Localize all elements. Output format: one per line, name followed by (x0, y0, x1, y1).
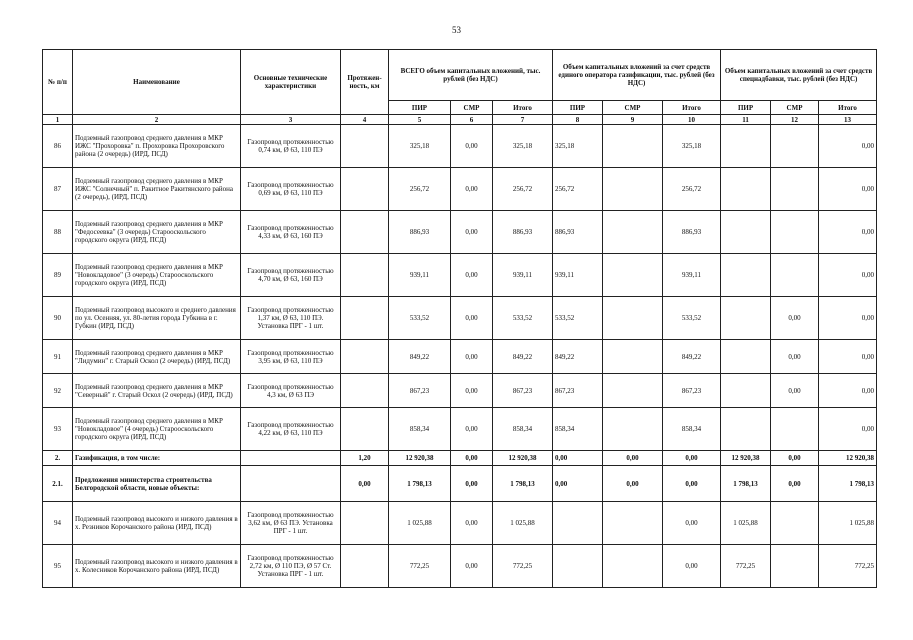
table-row (43, 408, 877, 451)
length-value (341, 374, 389, 408)
operator-total: 0,00 (663, 466, 721, 502)
surcharge-pir (721, 374, 771, 408)
smr-value: 0,00 (451, 451, 493, 466)
surcharge-pir (721, 408, 771, 451)
object-name: Подземный газопровод высокого и низкого давления в х. Колесников Корочанского района (ИРД, ПСД) (73, 545, 241, 588)
col-number: 12 (771, 115, 819, 125)
col-number: 11 (721, 115, 771, 125)
smr-value: 0,00 (451, 545, 493, 588)
smr-value: 0,00 (451, 297, 493, 340)
surcharge-pir (721, 297, 771, 340)
header-pir: ПИР (553, 101, 603, 115)
tech-specs: Газопровод протяженностью 1,37 км, Ø 63, 110 ПЭ. Установка ПРГ - 1 шт. (241, 297, 341, 340)
table-row (43, 451, 877, 466)
header-group-total: ВСЕГО объем капитальных вложений, тыс. рублей (без НДС) (389, 50, 553, 101)
col-number: 9 (603, 115, 663, 125)
length-value (341, 340, 389, 374)
operator-pir: 0,00 (553, 466, 603, 502)
tech-specs: Газопровод протяженностью 2,72 км, Ø 110 ПЭ, Ø 57 Ст. Установка ПРГ - 1 шт. (241, 545, 341, 588)
tech-specs: Газопровод протяженностью 3,95 км, Ø 63, 110 ПЭ (241, 340, 341, 374)
operator-total: 849,22 (663, 340, 721, 374)
length-value (341, 408, 389, 451)
pir-value: 849,22 (389, 340, 451, 374)
length-value (341, 211, 389, 254)
operator-pir: 0,00 (553, 451, 603, 466)
surcharge-total: 12 920,38 (819, 451, 877, 466)
surcharge-smr: 0,00 (771, 340, 819, 374)
col-number: 8 (553, 115, 603, 125)
surcharge-total: 0,00 (819, 408, 877, 451)
surcharge-smr: 0,00 (771, 374, 819, 408)
surcharge-pir (721, 211, 771, 254)
table-row (43, 297, 877, 340)
object-name: Подземный газопровод среднего давления в МКР "Новокладовое" (3 очередь) Старооскольского городского округа (ИРД, ПСД) (73, 254, 241, 297)
total-value: 1 798,13 (493, 466, 553, 502)
pir-value: 325,18 (389, 125, 451, 168)
row-number: 88 (43, 211, 73, 254)
total-value: 939,11 (493, 254, 553, 297)
pir-value: 867,23 (389, 374, 451, 408)
header-group-operator: Объем капитальных вложений за счет средств единого оператора газификации, тыс. рублей (без НДС) (553, 50, 721, 101)
total-value: 12 920,38 (493, 451, 553, 466)
header-smr: СМР (603, 101, 663, 115)
smr-value: 0,00 (451, 211, 493, 254)
surcharge-pir (721, 125, 771, 168)
pir-value: 533,52 (389, 297, 451, 340)
surcharge-pir: 1 025,88 (721, 502, 771, 545)
header-length: Протяжен-ность, км (341, 50, 389, 115)
pir-value: 772,25 (389, 545, 451, 588)
operator-total: 0,00 (663, 545, 721, 588)
row-number: 87 (43, 168, 73, 211)
header-no: № п/п (43, 50, 73, 115)
pir-value: 939,11 (389, 254, 451, 297)
surcharge-smr: 0,00 (771, 297, 819, 340)
object-name: Подземный газопровод среднего давления в МКР ИЖС "Солнечный" п. Ракитное Ракитянского района (2 очередь), (ИРД, ПСД) (73, 168, 241, 211)
length-value: 1,20 (341, 451, 389, 466)
object-name: Подземный газопровод среднего давления в МКР "Северный" г. Старый Оскол (2 очередь) (ИРД, ПСД) (73, 374, 241, 408)
tech-specs: Газопровод протяженностью 4,33 км, Ø 63, 160 ПЭ (241, 211, 341, 254)
length-value (341, 168, 389, 211)
surcharge-total: 0,00 (819, 254, 877, 297)
surcharge-total: 0,00 (819, 340, 877, 374)
operator-total: 0,00 (663, 502, 721, 545)
total-value: 772,25 (493, 545, 553, 588)
tech-specs: Газопровод протяженностью 4,70 км, Ø 63, 160 ПЭ (241, 254, 341, 297)
col-number: 3 (241, 115, 341, 125)
header-group-surcharge: Объем капитальных вложений за счет средств спецнадбавки, тыс. рублей (без НДС) (721, 50, 877, 101)
pir-value: 256,72 (389, 168, 451, 211)
smr-value: 0,00 (451, 408, 493, 451)
row-number: 94 (43, 502, 73, 545)
operator-pir (553, 502, 603, 545)
surcharge-smr: 0,00 (771, 466, 819, 502)
col-number: 2 (73, 115, 241, 125)
tech-specs: Газопровод протяженностью 0,69 км, Ø 63, 110 ПЭ (241, 168, 341, 211)
col-number: 10 (663, 115, 721, 125)
surcharge-smr (771, 211, 819, 254)
col-number: 6 (451, 115, 493, 125)
tech-specs: Газопровод протяженностью 0,74 км, Ø 63, 110 ПЭ (241, 125, 341, 168)
smr-value: 0,00 (451, 125, 493, 168)
operator-total: 256,72 (663, 168, 721, 211)
row-number: 93 (43, 408, 73, 451)
table-row (43, 168, 877, 211)
operator-total: 533,52 (663, 297, 721, 340)
table-row (43, 125, 877, 168)
object-name: Подземный газопровод среднего давления в МКР "Лидумин" г. Старый Оскол (2 очередь) (ИРД, ПСД) (73, 340, 241, 374)
surcharge-total: 0,00 (819, 168, 877, 211)
length-value (341, 502, 389, 545)
total-value: 1 025,88 (493, 502, 553, 545)
total-value: 849,22 (493, 340, 553, 374)
row-number: 95 (43, 545, 73, 588)
surcharge-smr (771, 502, 819, 545)
table-row (43, 502, 877, 545)
tech-specs: Газопровод протяженностью 4,22 км, Ø 63, 110 ПЭ (241, 408, 341, 451)
table-row (43, 466, 877, 502)
operator-total: 939,11 (663, 254, 721, 297)
length-value (341, 125, 389, 168)
surcharge-smr: 0,00 (771, 451, 819, 466)
operator-total: 867,23 (663, 374, 721, 408)
smr-value: 0,00 (451, 374, 493, 408)
surcharge-total: 1 798,13 (819, 466, 877, 502)
operator-pir: 325,18 (553, 125, 603, 168)
surcharge-total: 0,00 (819, 211, 877, 254)
col-number: 7 (493, 115, 553, 125)
total-value: 858,34 (493, 408, 553, 451)
row-number: 89 (43, 254, 73, 297)
header-pir: ПИР (721, 101, 771, 115)
table-row (43, 545, 877, 588)
pir-value: 886,93 (389, 211, 451, 254)
surcharge-pir: 1 798,13 (721, 466, 771, 502)
surcharge-smr (771, 168, 819, 211)
smr-value: 0,00 (451, 502, 493, 545)
surcharge-total: 772,25 (819, 545, 877, 588)
tech-specs: Газопровод протяженностью 4,3 км, Ø 63 ПЭ (241, 374, 341, 408)
investment-table (42, 49, 877, 588)
operator-total: 886,93 (663, 211, 721, 254)
surcharge-smr (771, 408, 819, 451)
row-number: 91 (43, 340, 73, 374)
operator-smr (603, 340, 663, 374)
operator-pir (553, 545, 603, 588)
smr-value: 0,00 (451, 340, 493, 374)
table-row (43, 211, 877, 254)
smr-value: 0,00 (451, 254, 493, 297)
total-value: 256,72 (493, 168, 553, 211)
operator-total: 325,18 (663, 125, 721, 168)
table-row (43, 254, 877, 297)
length-value (341, 545, 389, 588)
operator-smr (603, 297, 663, 340)
header-pir: ПИР (389, 101, 451, 115)
row-number: 2.1. (43, 466, 73, 502)
total-value: 867,23 (493, 374, 553, 408)
operator-smr: 0,00 (603, 451, 663, 466)
object-name: Подземный газопровод высокого и среднего давления по ул. Осенняя, ул. 80-летия города Губкина в г. Губкин (ИРД, ПСД) (73, 297, 241, 340)
object-name: Подземный газопровод среднего давления в МКР "Федосеевка" (3 очередь) Старооскольского городского округа (ИРД, ПСД) (73, 211, 241, 254)
smr-value: 0,00 (451, 466, 493, 502)
surcharge-total: 1 025,88 (819, 502, 877, 545)
row-number: 92 (43, 374, 73, 408)
operator-total: 0,00 (663, 451, 721, 466)
surcharge-total: 0,00 (819, 374, 877, 408)
operator-smr (603, 125, 663, 168)
row-number: 2. (43, 451, 73, 466)
length-value (341, 254, 389, 297)
operator-smr (603, 168, 663, 211)
object-name: Подземный газопровод высокого и низкого давления в х. Резников Корочанского района (ИРД, ПСД) (73, 502, 241, 545)
operator-pir: 858,34 (553, 408, 603, 451)
page-number: 53 (452, 25, 461, 35)
header-smr: СМР (451, 101, 493, 115)
surcharge-pir (721, 168, 771, 211)
operator-pir: 256,72 (553, 168, 603, 211)
tech-specs (241, 451, 341, 466)
header-itogo: Итого (819, 101, 877, 115)
header-name: Наименование (73, 50, 241, 115)
operator-pir: 867,23 (553, 374, 603, 408)
pir-value: 1 798,13 (389, 466, 451, 502)
operator-smr: 0,00 (603, 466, 663, 502)
surcharge-pir: 772,25 (721, 545, 771, 588)
operator-smr (603, 374, 663, 408)
row-number: 86 (43, 125, 73, 168)
object-name: Газификация, в том числе: (73, 451, 241, 466)
length-value: 0,00 (341, 466, 389, 502)
surcharge-pir (721, 254, 771, 297)
header-tech: Основные технические характеристики (241, 50, 341, 115)
operator-smr (603, 502, 663, 545)
operator-pir: 533,52 (553, 297, 603, 340)
header-itogo: Итого (663, 101, 721, 115)
col-number: 1 (43, 115, 73, 125)
surcharge-smr (771, 125, 819, 168)
length-value (341, 297, 389, 340)
header-smr: СМР (771, 101, 819, 115)
header-itogo: Итого (493, 101, 553, 115)
object-name: Подземный газопровод среднего давления в МКР "Новокладовое" (4 очередь) Старооскольского городского округа (ИРД, ПСД) (73, 408, 241, 451)
tech-specs (241, 466, 341, 502)
surcharge-pir (721, 340, 771, 374)
table-row (43, 340, 877, 374)
total-value: 886,93 (493, 211, 553, 254)
surcharge-smr (771, 254, 819, 297)
total-value: 533,52 (493, 297, 553, 340)
pir-value: 858,34 (389, 408, 451, 451)
pir-value: 1 025,88 (389, 502, 451, 545)
operator-pir: 886,93 (553, 211, 603, 254)
operator-pir: 849,22 (553, 340, 603, 374)
surcharge-total: 0,00 (819, 297, 877, 340)
operator-smr (603, 254, 663, 297)
total-value: 325,18 (493, 125, 553, 168)
table-row (43, 374, 877, 408)
col-number: 5 (389, 115, 451, 125)
operator-smr (603, 545, 663, 588)
tech-specs: Газопровод протяженностью 3,62 км, Ø 63 ПЭ. Установка ПРГ - 1 шт. (241, 502, 341, 545)
operator-smr (603, 211, 663, 254)
col-number: 4 (341, 115, 389, 125)
surcharge-smr (771, 545, 819, 588)
row-number: 90 (43, 297, 73, 340)
object-name: Подземный газопровод среднего давления в МКР ИЖС "Прохоровка" п. Прохоровка Прохоровского района (2 очередь) (ИРД, ПСД) (73, 125, 241, 168)
pir-value: 12 920,38 (389, 451, 451, 466)
operator-total: 858,34 (663, 408, 721, 451)
smr-value: 0,00 (451, 168, 493, 211)
object-name: Предложения министерства строительства Белгородской области, новые объекты: (73, 466, 241, 502)
operator-pir: 939,11 (553, 254, 603, 297)
surcharge-pir: 12 920,38 (721, 451, 771, 466)
surcharge-total: 0,00 (819, 125, 877, 168)
col-number: 13 (819, 115, 877, 125)
operator-smr (603, 408, 663, 451)
